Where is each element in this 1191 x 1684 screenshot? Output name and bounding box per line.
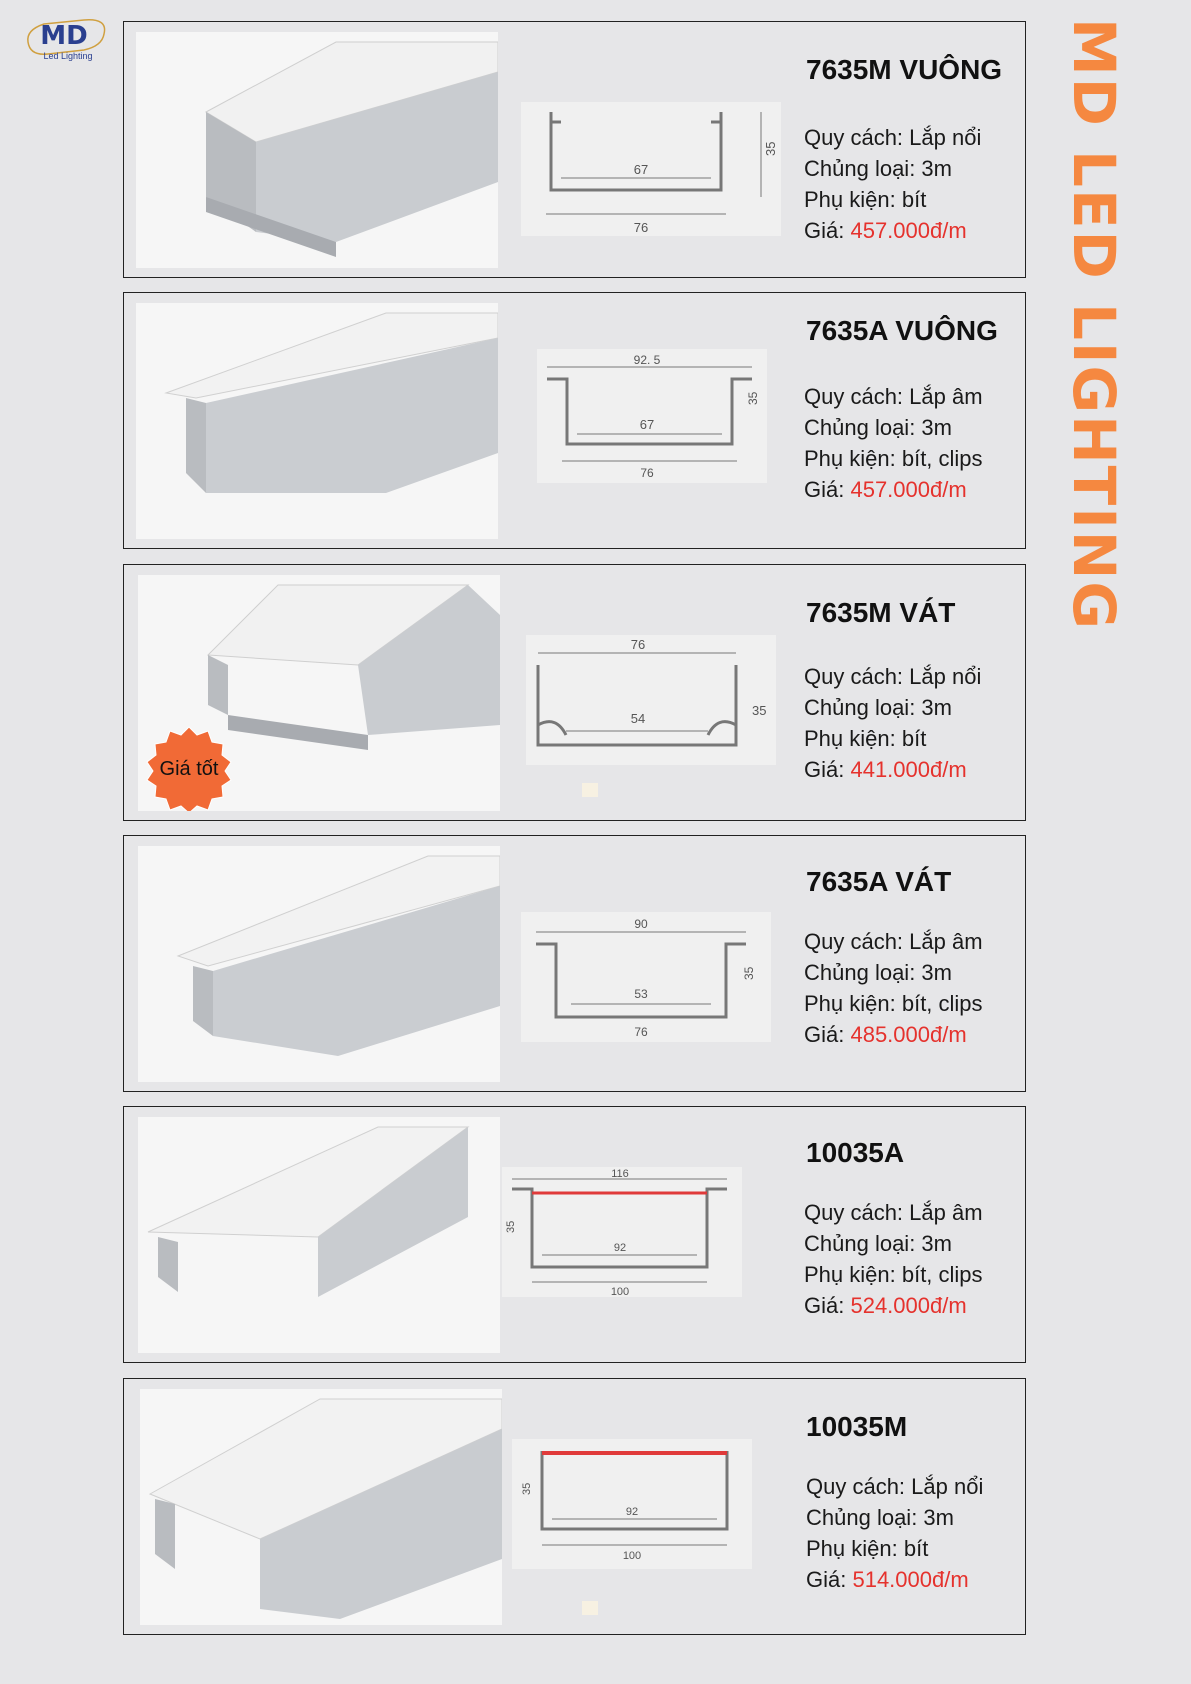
profile-drawing	[502, 1167, 742, 1297]
product-card-7635a-vat	[123, 835, 1026, 1092]
speck	[582, 783, 598, 797]
product-card-7635a-vuong	[123, 292, 1026, 549]
price: 457.000đ/m	[850, 477, 967, 502]
svg-text:67: 67	[639, 417, 655, 432]
svg-text:100: 100	[622, 1550, 642, 1562]
product-specs: Quy cách: Lắp âm Chủng loại: 3m Phụ kiện: bít, clips Giá: 457.000đ/m	[804, 384, 983, 502]
svg-text:92. 5: 92. 5	[633, 353, 661, 367]
svg-text:92: 92	[625, 1506, 639, 1518]
product-title: 10035A	[806, 1137, 905, 1168]
best-price-badge: Giá tốt	[144, 725, 234, 811]
price: 524.000đ/m	[850, 1293, 967, 1318]
product-title: 7635A VUÔNG	[806, 315, 998, 346]
product-title: 7635M VÁT	[806, 597, 956, 628]
svg-text:76: 76	[630, 637, 646, 652]
product-photo	[138, 846, 500, 1082]
svg-text:76: 76	[640, 466, 654, 480]
md-led-lighting-logo	[24, 12, 110, 62]
product-card-7635m-vat	[123, 564, 1026, 821]
profile-drawing	[512, 1439, 752, 1569]
svg-text:100: 100	[610, 1286, 630, 1297]
product-title: 7635M VUÔNG	[806, 54, 1003, 85]
product-photo	[138, 575, 500, 811]
svg-text:76: 76	[634, 1025, 648, 1039]
svg-text:35: 35	[763, 141, 778, 156]
svg-text:54: 54	[630, 711, 646, 726]
svg-text:76: 76	[633, 220, 649, 235]
svg-text:90: 90	[634, 917, 648, 931]
product-card-10035a	[123, 1106, 1026, 1363]
svg-text:35: 35	[521, 1482, 533, 1495]
svg-text:92: 92	[613, 1242, 627, 1254]
svg-text:35: 35	[752, 703, 767, 718]
product-specs: Quy cách: Lắp âm Chủng loại: 3m Phụ kiện: bít, clips Giá: 485.000đ/m	[804, 929, 983, 1047]
price: 457.000đ/m	[850, 218, 967, 243]
profile-drawing	[521, 102, 781, 236]
product-photo	[136, 32, 498, 268]
brand-vertical-title: MD LED LIGHTING	[1060, 18, 1128, 631]
profile-drawing	[537, 349, 767, 483]
profile-drawing	[526, 635, 776, 765]
product-photo	[138, 1117, 500, 1353]
product-specs: Quy cách: Lắp âm Chủng loại: 3m Phụ kiện: bít, clips Giá: 524.000đ/m	[804, 1200, 983, 1318]
svg-text:35: 35	[742, 966, 756, 980]
svg-text:MD: MD	[40, 21, 88, 51]
svg-text:116: 116	[611, 1168, 629, 1180]
svg-text:53: 53	[634, 987, 648, 1001]
price: 514.000đ/m	[852, 1567, 969, 1592]
svg-text:35: 35	[505, 1220, 517, 1233]
price: 441.000đ/m	[850, 757, 967, 782]
product-specs: Quy cách: Lắp nổi Chủng loại: 3m Phụ kiện: bít Giá: 457.000đ/m	[804, 125, 982, 243]
product-specs: Quy cách: Lắp nổi Chủng loại: 3m Phụ kiện: bít Giá: 514.000đ/m	[806, 1474, 984, 1592]
product-title: 10035M	[806, 1411, 908, 1442]
profile-drawing	[521, 912, 771, 1042]
svg-text:35: 35	[746, 391, 760, 405]
product-card-10035m	[123, 1378, 1026, 1635]
svg-text:Led Lighting: Led Lighting	[43, 51, 93, 61]
product-specs: Quy cách: Lắp nổi Chủng loại: 3m Phụ kiện: bít Giá: 441.000đ/m	[804, 664, 982, 782]
product-title: 7635A VÁT	[806, 866, 952, 897]
product-photo	[136, 303, 498, 539]
price: 485.000đ/m	[850, 1022, 967, 1047]
speck	[582, 1601, 598, 1615]
product-photo	[140, 1389, 502, 1625]
svg-text:67: 67	[633, 162, 649, 177]
product-card-7635m-vuong	[123, 21, 1026, 278]
